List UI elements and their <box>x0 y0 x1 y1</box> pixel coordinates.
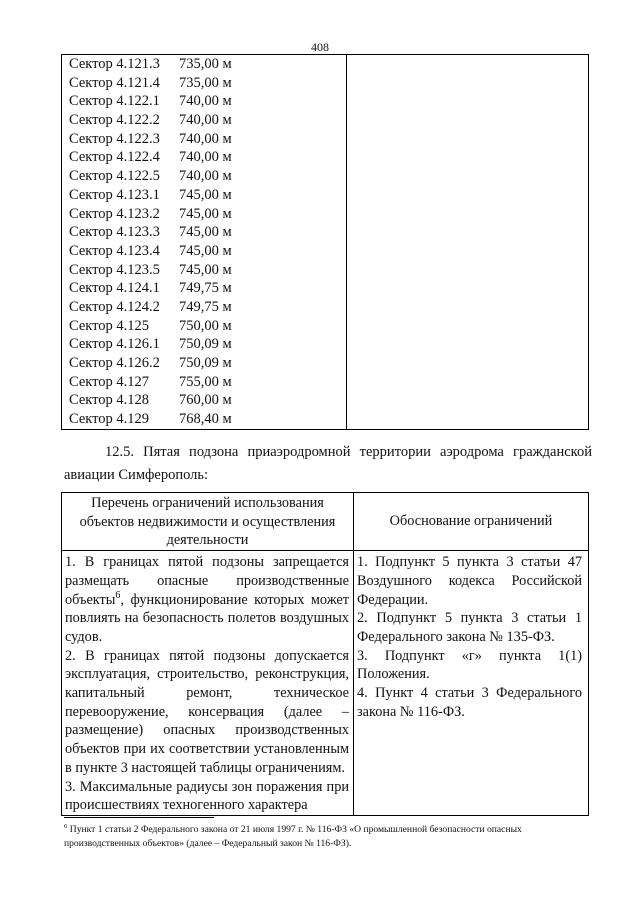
footnote <box>64 823 584 851</box>
sector-name: Сектор 4.122.4 <box>69 149 160 166</box>
sector-row <box>62 205 346 224</box>
sector-row <box>62 148 346 167</box>
justification-item-2: 2. Подпункт 5 пункта 3 статьи 1 Федерального закона № 135-ФЗ. <box>357 610 582 645</box>
page-number: 408 <box>311 40 329 54</box>
sector-height: 750,00 м <box>179 317 232 334</box>
sector-name: Сектор 4.122.1 <box>69 93 160 110</box>
justification-item-1: 1. Подпункт 5 пункта 3 статьи 47 Воздушного кодекса Российской Федерации. <box>357 554 582 608</box>
sector-list-cell <box>62 55 347 430</box>
empty-justification-cell <box>347 55 589 430</box>
sector-name: Сектор 4.122.5 <box>69 168 160 185</box>
sector-height: 740,00 м <box>179 93 232 110</box>
sector-height: 755,00 м <box>179 373 232 390</box>
sector-row <box>62 223 346 242</box>
sector-name: Сектор 4.124.2 <box>69 298 160 315</box>
sector-row <box>62 373 346 392</box>
sector-name: Сектор 4.121.3 <box>69 56 160 72</box>
sector-row <box>62 298 346 317</box>
sector-row <box>62 130 346 149</box>
sector-height: 760,00 м <box>179 392 232 409</box>
restriction-item-3: 3. Максимальные радиусы зон поражения при происшествиях техногенного характера <box>65 778 349 814</box>
sector-height-table <box>61 54 589 430</box>
footnote-mark: 6 <box>64 822 68 830</box>
restrictions-list <box>62 551 354 816</box>
sector-height: 750,09 м <box>179 355 232 371</box>
sector-row <box>62 92 346 111</box>
sector-row <box>62 74 346 93</box>
justification-header: Обоснование ограничений <box>354 493 589 551</box>
sector-height: 745,00 м <box>179 224 232 241</box>
sector-name: Сектор 4.126.1 <box>69 336 160 353</box>
sector-row <box>62 354 346 373</box>
sector-name: Сектор 4.123.3 <box>69 224 160 241</box>
sector-name: Сектор 4.123.2 <box>69 205 160 222</box>
sector-height: 745,00 м <box>179 205 232 222</box>
sector-row <box>62 391 346 410</box>
sector-height: 749,75 м <box>179 298 232 315</box>
sector-height: 768,40 м <box>179 411 232 428</box>
sector-list <box>62 55 346 429</box>
sector-height: 740,00 м <box>179 168 232 185</box>
sector-name: Сектор 4.123.4 <box>69 242 160 259</box>
sector-row <box>62 335 346 354</box>
restriction-item-1: 1. В границах пятой подзоны запрещается размещать опасные производственные объекты$^6$, функционирование которых может повлиять на безопасность полетов воздушных судов. <box>65 554 349 645</box>
sector-height: 745,00 м <box>179 242 232 259</box>
footnote-ref: 6 <box>115 589 121 601</box>
sector-height: 749,75 м <box>179 280 232 297</box>
sector-height: 745,00 м <box>179 186 232 203</box>
restrictions-table <box>61 492 589 816</box>
sector-height: 735,00 м <box>179 74 232 91</box>
sector-row <box>62 317 346 336</box>
footnote-text: Пункт 1 статьи 2 Федерального закона от 21 июля 1997 г. № 116-ФЗ «О промышленной безопасности опасных производственных объектов» (далее – Федеральный закон № 116-ФЗ). <box>64 824 522 849</box>
sector-row <box>62 410 346 429</box>
sector-name: Сектор 4.127 <box>69 373 150 390</box>
sector-name: Сектор 4.126.2 <box>69 355 160 371</box>
sector-name: Сектор 4.123.5 <box>69 261 160 278</box>
sector-height: 740,00 м <box>179 130 232 147</box>
sector-name: Сектор 4.122.3 <box>69 130 160 147</box>
sector-name: Сектор 4.123.1 <box>69 186 160 203</box>
justification-item-3: 3. Подпункт «г» пункта 1(1) Положения. <box>357 647 582 683</box>
restriction-item-2: 2. В границах пятой подзоны допускается эксплуатация, строительство, реконструкция, капитальный ремонт, техническое перевооружение, консервация (далее – размещение) опасных производственных объектов при их соответствии установленным в пункте 3 настоящей таблицы ограничениям. <box>65 647 349 776</box>
sector-height: 750,09 м <box>179 336 232 353</box>
justification-item-4: 4. Пункт 4 статьи 3 Федерального закона № 116-ФЗ. <box>357 685 582 720</box>
sector-row <box>62 186 346 205</box>
justification-list <box>354 551 589 816</box>
footnote-separator <box>64 817 214 818</box>
sector-name: Сектор 4.124.1 <box>69 280 160 297</box>
sector-row <box>62 55 346 74</box>
restrictions-header: Перечень ограничений использования объектов недвижимости и осуществления деятельности <box>62 493 354 551</box>
sector-height: 740,00 м <box>179 112 232 129</box>
sector-height: 745,00 м <box>179 261 232 278</box>
sector-name: Сектор 4.125 <box>69 317 150 334</box>
sector-name: Сектор 4.122.2 <box>69 112 160 129</box>
sector-name: Сектор 4.129 <box>69 411 150 428</box>
sector-row <box>62 279 346 298</box>
sector-height: 740,00 м <box>179 149 232 166</box>
sector-row <box>62 261 346 280</box>
sector-name: Сектор 4.121.4 <box>69 74 160 91</box>
sector-row <box>62 167 346 186</box>
section-heading: 12.5. Пятая подзона приаэродромной территории аэродрома гражданской авиации Симферополь: <box>64 444 592 483</box>
sector-height: 735,00 м <box>179 56 232 72</box>
sector-row <box>62 111 346 130</box>
sector-row <box>62 242 346 261</box>
sector-name: Сектор 4.128 <box>69 392 150 409</box>
